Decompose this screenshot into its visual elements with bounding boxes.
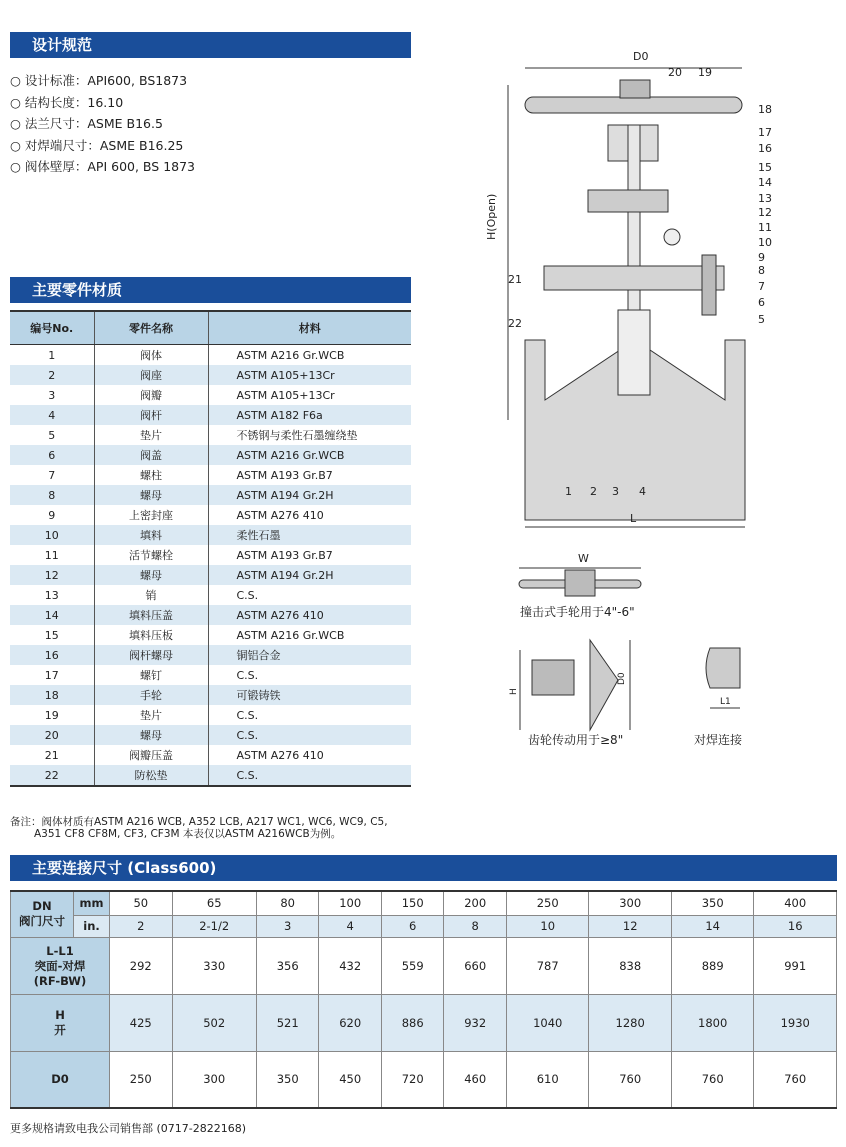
table-row	[10, 505, 411, 525]
part-material: 不锈钢与柔性石墨缠绕垫	[208, 425, 411, 445]
part-material: 柔性石墨	[208, 525, 411, 545]
h-label: H	[55, 1007, 65, 1022]
callout-number: 14	[758, 176, 772, 189]
h-value-cell: 886	[381, 994, 444, 1051]
part-name: 上密封座	[94, 505, 208, 525]
callout-number: 7	[758, 280, 765, 293]
spec-item: ○ 结构长度：16.10	[10, 94, 124, 110]
callout-number: 4	[639, 485, 646, 498]
table-row	[10, 685, 411, 705]
h-value-cell: 1040	[506, 994, 588, 1051]
table-row	[10, 765, 411, 786]
col-header-name: 零件名称	[94, 311, 208, 345]
disc-icon	[618, 310, 650, 395]
part-no: 5	[48, 428, 56, 442]
stud-icon	[702, 255, 716, 315]
callout-number: 19	[698, 66, 712, 79]
table-row	[10, 565, 411, 585]
part-name: 螺母	[94, 725, 208, 745]
spec-item: ○ 对焊端尺寸：ASME B16.25	[10, 137, 184, 153]
table-row	[10, 665, 411, 685]
part-no: 6	[10, 445, 94, 465]
l-value-cell: 838	[589, 937, 671, 994]
part-no: 19	[44, 708, 59, 722]
part-no: 21	[44, 748, 59, 762]
h-value-cell: 1280	[589, 994, 671, 1051]
part-material: ASTM A105+13Cr	[208, 385, 411, 405]
part-name: 填料压盖	[94, 605, 208, 625]
l-value-cell: 559	[381, 937, 444, 994]
table-row	[10, 465, 411, 485]
callout-number: 8	[758, 264, 765, 277]
callout-number: 12	[758, 206, 772, 219]
callout-number: 16	[758, 142, 772, 155]
callout-number: 17	[758, 126, 772, 139]
dn-mm-cell: 400	[754, 891, 837, 915]
d0-value-cell: 250	[110, 1051, 173, 1108]
part-no: 18	[10, 685, 94, 705]
h-label-open: 开	[54, 1022, 66, 1037]
table-row	[10, 485, 411, 505]
callout-number: 20	[668, 66, 682, 79]
l-value-cell: 356	[256, 937, 319, 994]
connection-dims-title: 主要连接尺寸 (Class600)	[10, 855, 837, 881]
part-name: 螺母	[94, 565, 208, 585]
dn-mm-cell: 65	[172, 891, 256, 915]
callout-number: 2	[590, 485, 597, 498]
h-open-label: H(Open)	[485, 193, 498, 240]
table-row	[10, 425, 411, 445]
dn-mm-cell: 350	[671, 891, 753, 915]
callout-number: 22	[508, 317, 522, 330]
part-material: ASTM A216 Gr.WCB	[208, 445, 411, 465]
impact-handwheel-caption: 撞击式手轮用于4"-6"	[520, 605, 635, 619]
part-material: ASTM A182 F6a	[208, 405, 411, 425]
butt-weld-caption: 对焊连接	[694, 733, 743, 747]
part-material: ASTM A193 Gr.B7	[208, 465, 411, 485]
gear-d0-label: D0	[617, 672, 627, 685]
part-name: 螺钉	[94, 665, 208, 685]
dn-in-cell: 8	[444, 915, 507, 937]
part-material: C.S.	[208, 725, 411, 745]
gear-operator-caption: 齿轮传动用于≥8"	[528, 733, 624, 747]
part-material: ASTM A276 410	[208, 605, 411, 625]
l-label-code: (RF-BW)	[33, 973, 87, 988]
in-label: in.	[74, 915, 110, 937]
table-row	[10, 725, 411, 745]
table-row	[10, 585, 411, 605]
part-name: 阀杆	[94, 405, 208, 425]
part-no: 14	[10, 605, 94, 625]
gear-box-icon	[532, 660, 574, 695]
part-name: 销	[94, 585, 208, 605]
dn-in-cell: 2-1/2	[172, 915, 256, 937]
part-name: 阀盖	[94, 445, 208, 465]
l-label: L-L1	[46, 943, 74, 958]
h-value-cell: 502	[172, 994, 256, 1051]
dn-mm-cell: 50	[110, 891, 173, 915]
d0-value-cell: 300	[172, 1051, 256, 1108]
gland-icon	[588, 190, 668, 212]
note-line: A351 CF8 CF8M, CF3, CF3M 本表仅以ASTM A216WCB为例。	[34, 828, 342, 840]
table-row	[10, 605, 411, 625]
callout-number: 18	[758, 103, 772, 116]
part-name: 螺柱	[94, 465, 208, 485]
part-material: ASTM A194 Gr.2H	[208, 485, 411, 505]
part-no: 10	[10, 525, 94, 545]
table-row	[10, 645, 411, 665]
part-no: 16	[10, 645, 94, 665]
callout-number: 3	[612, 485, 619, 498]
d0-label: D0	[633, 50, 649, 63]
part-name: 填料压板	[94, 625, 208, 645]
part-name: 填料	[94, 525, 208, 545]
part-material: C.S.	[208, 705, 411, 725]
parts-table	[10, 310, 411, 787]
callout-number: 1	[565, 485, 572, 498]
d0-value-cell: 760	[589, 1051, 671, 1108]
table-row	[10, 365, 411, 385]
table-row	[10, 745, 411, 765]
part-no: 11	[44, 548, 59, 562]
part-name: 阀杆螺母	[94, 645, 208, 665]
part-name: 垫片	[94, 425, 208, 445]
footer-contact: 更多规格请致电我公司销售部 (0717-2822168)	[10, 1122, 247, 1135]
dn-in-cell: 6	[381, 915, 444, 937]
bonnet-flange-icon	[544, 266, 724, 290]
part-name: 垫片	[94, 705, 208, 725]
part-material: ASTM A193 Gr.B7	[208, 545, 411, 565]
l-header	[11, 937, 110, 994]
material-note	[10, 816, 430, 840]
l1-label: L1	[720, 697, 731, 707]
part-name: 阀体	[94, 345, 208, 366]
part-no: 7	[48, 468, 56, 482]
part-no: 12	[10, 565, 94, 585]
dn-in-cell: 14	[671, 915, 753, 937]
d0-value-cell: 350	[256, 1051, 319, 1108]
table-row	[10, 405, 411, 425]
d0-value-cell: 450	[319, 1051, 382, 1108]
spec-item: ○ 阀体壁厚：API 600, BS 1873	[10, 159, 196, 174]
part-no: 22	[10, 765, 94, 786]
table-row	[10, 625, 411, 645]
part-material: C.S.	[208, 665, 411, 685]
butt-weld-end-icon	[706, 648, 740, 688]
l-value-cell: 330	[172, 937, 256, 994]
dn-mm-cell: 100	[319, 891, 382, 915]
dn-in-cell: 4	[319, 915, 382, 937]
callout-number: 5	[758, 313, 765, 326]
l-label-type: 突面-对焊	[34, 958, 86, 973]
dn-in-cell: 2	[110, 915, 173, 937]
part-no: 9	[48, 508, 56, 522]
part-material: ASTM A105+13Cr	[208, 365, 411, 385]
spec-item: ○ 法兰尺寸：ASME B16.5	[10, 116, 163, 131]
part-material: ASTM A216 Gr.WCB	[208, 345, 411, 366]
eyebolt-icon	[664, 229, 680, 245]
handwheel-icon	[525, 97, 742, 113]
h-header	[11, 994, 110, 1051]
dn-mm-cell: 80	[256, 891, 319, 915]
callout-number: 15	[758, 161, 772, 174]
design-spec-title: 设计规范	[10, 32, 411, 58]
callout-number: 11	[758, 221, 772, 234]
part-name: 阀瓣	[94, 385, 208, 405]
part-material: ASTM A194 Gr.2H	[208, 565, 411, 585]
part-no: 17	[44, 668, 59, 682]
part-no: 8	[10, 485, 94, 505]
stem-nut-icon	[620, 80, 650, 98]
part-material: C.S.	[208, 765, 411, 786]
part-name: 活节螺栓	[94, 545, 208, 565]
part-no: 13	[44, 588, 59, 602]
dn-mm-cell: 200	[444, 891, 507, 915]
h-value-cell: 425	[110, 994, 173, 1051]
table-row	[10, 385, 411, 405]
callout-number: 10	[758, 236, 772, 249]
l-value-cell: 292	[110, 937, 173, 994]
d0-value-cell: 760	[754, 1051, 837, 1108]
spec-item: ○ 设计标准：API600, BS1873	[10, 73, 188, 88]
dn-in-cell: 16	[754, 915, 837, 937]
h-value-cell: 1930	[754, 994, 837, 1051]
col-header-material: 材料	[208, 311, 411, 345]
table-row	[10, 545, 411, 565]
d0-value-cell: 760	[671, 1051, 753, 1108]
part-name: 螺母	[94, 485, 208, 505]
table-row	[10, 345, 411, 366]
dn-in-cell: 3	[256, 915, 319, 937]
d0-value-cell: 460	[444, 1051, 507, 1108]
d0-value-cell: 720	[381, 1051, 444, 1108]
parts-table-body	[10, 345, 411, 787]
dn-label: DN	[32, 899, 52, 914]
gear-wheel-icon	[590, 640, 618, 730]
part-name: 防松垫	[94, 765, 208, 786]
part-no: 15	[44, 628, 59, 642]
part-material: 可锻铸铁	[208, 685, 411, 705]
part-material: ASTM A276 410	[208, 745, 411, 765]
callout-number: 6	[758, 296, 765, 309]
part-material: ASTM A276 410	[208, 505, 411, 525]
part-name: 阀座	[94, 365, 208, 385]
d0-value-cell: 610	[506, 1051, 588, 1108]
h-value-cell: 521	[256, 994, 319, 1051]
part-name: 手轮	[94, 685, 208, 705]
h-value-cell: 620	[319, 994, 382, 1051]
l-value-cell: 889	[671, 937, 753, 994]
dn-mm-cell: 250	[506, 891, 588, 915]
part-name: 阀瓣压盖	[94, 745, 208, 765]
h-value-cell: 932	[444, 994, 507, 1051]
l-value-cell: 991	[754, 937, 837, 994]
h-value-cell: 1800	[671, 994, 753, 1051]
mm-label: mm	[74, 891, 110, 915]
w-label: W	[578, 552, 589, 565]
parts-material-title: 主要零件材质	[10, 277, 411, 303]
dimensions-table	[10, 890, 837, 1109]
part-no: 4	[10, 405, 94, 425]
dn-in-cell: 12	[589, 915, 671, 937]
dn-header	[11, 891, 74, 937]
table-row	[10, 445, 411, 465]
part-no: 20	[10, 725, 94, 745]
part-no: 2	[10, 365, 94, 385]
callout-number: 9	[758, 251, 765, 264]
l-label: L	[630, 512, 637, 525]
impact-hub-icon	[565, 570, 595, 596]
dn-mm-cell: 300	[589, 891, 671, 915]
part-material: C.S.	[208, 585, 411, 605]
gear-h-label: H	[509, 688, 519, 695]
col-header-no: 编号No.	[10, 311, 94, 345]
part-material: ASTM A216 Gr.WCB	[208, 625, 411, 645]
callout-number: 21	[508, 273, 522, 286]
l-value-cell: 787	[506, 937, 588, 994]
spec-list	[10, 70, 195, 178]
l-value-cell: 432	[319, 937, 382, 994]
dn-in-cell: 10	[506, 915, 588, 937]
valve-drawing	[440, 40, 840, 760]
callout-number: 13	[758, 192, 772, 205]
table-row	[10, 705, 411, 725]
part-material: 铜铝合金	[208, 645, 411, 665]
table-row	[10, 525, 411, 545]
d0-header: D0	[11, 1051, 110, 1108]
part-no: 3	[48, 388, 56, 402]
dn-mm-cell: 150	[381, 891, 444, 915]
note-line: 备注：阀体材质有ASTM A216 WCB, A352 LCB, A217 WC1, WC6, WC9, C5,	[10, 816, 388, 828]
l-value-cell: 660	[444, 937, 507, 994]
part-no: 1	[48, 348, 56, 362]
dn-sub-label: 阀门尺寸	[19, 914, 65, 929]
